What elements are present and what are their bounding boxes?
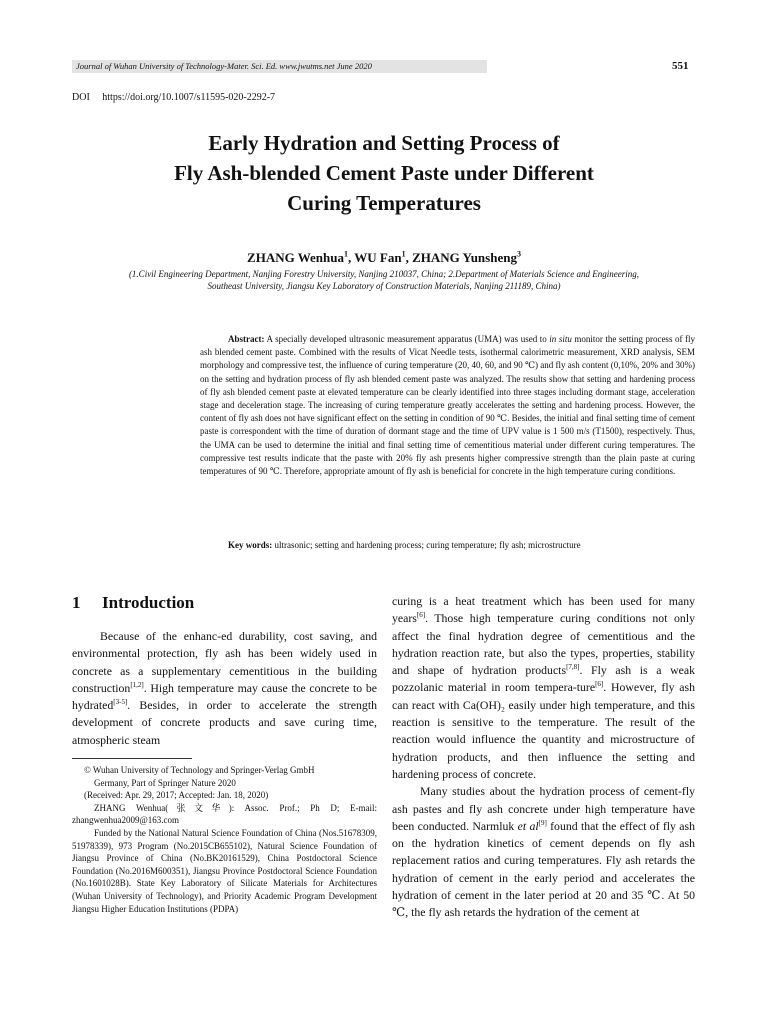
citation[interactable]: [1,2]: [130, 680, 144, 689]
citation[interactable]: [6]: [595, 680, 604, 689]
title-line-3: Curing Temperatures: [287, 191, 481, 215]
abstract-label: Abstract:: [228, 334, 265, 344]
footnotes: [72, 764, 377, 915]
keywords-label: Key words:: [228, 540, 273, 550]
abstract: [200, 333, 695, 478]
body-text: Because of the enhanc-ed durability, cost saving, and environmental protection, fly ash has been widely used in concrete as a supplementary cementitious in the building construction: [72, 629, 377, 695]
author-list: [60, 250, 708, 266]
keywords-value: ultrasonic; setting and hardening process; curing temperature; fly ash; microstructure: [272, 540, 581, 550]
paper-title: [60, 128, 708, 218]
body-text: Many studies about the hydration process of cement-fly ash pastes and fly ash concrete under high temperature have been conducted. Narmluk: [392, 784, 695, 833]
body-text: . Fly ash is a weak pozzolanic material in room tempera-ture: [392, 663, 696, 695]
citation[interactable]: [6]: [416, 611, 426, 620]
page-number: 551: [672, 60, 689, 72]
body-text: curing is a heat treatment which has been used for many years: [392, 594, 695, 626]
citation[interactable]: [9]: [538, 818, 547, 827]
funding-note: Funded by the National Natural Science Foundation of China (Nos.51678309, 51978339), 973 Program (No.2015CB655102), Natural Science Foundation of Jiangsu Province of China (No.BK20161529), China Postdoctoral Science Foundation (No.2016M600351), Jiangsu Province Postdoctoral Science Foundation (No.1601028B). State Key Laboratory of Silicate Materials for Architectures (Wuhan University of Technology), and Priority Academic Program Development Jiangsu Higher Education Institutions (PDPA): [72, 827, 377, 914]
body-italic: et al: [517, 818, 539, 833]
author-1: ZHANG Wenhua: [247, 250, 344, 265]
received-dates: (Received: Apr. 29, 2017; Accepted: Jan. 18, 2020): [84, 790, 269, 801]
author-note: ZHANG Wenhua(张文华): Assoc. Prof.; Ph D; E-mail: zhangwenhua2009@163.com: [72, 802, 377, 826]
author-1-affil: 1: [343, 249, 348, 259]
journal-header: Journal of Wuhan University of Technology-Mater. Sci. Ed. www.jwutms.net June 2020: [72, 60, 487, 73]
author-separator: ,: [347, 250, 355, 265]
paragraph: [392, 783, 695, 921]
author-2: WU Fan: [354, 250, 402, 265]
author-3-affil: 3: [516, 249, 521, 259]
title-line-2: Fly Ash-blended Cement Paste under Different: [174, 161, 594, 185]
affiliation-line-1: (1.Civil Engineering Department, Nanjing Forestry University, Nanjing 210037, China; 2.Department of Materials Science and Engineering,: [128, 269, 640, 279]
intro-right-column: [392, 593, 695, 922]
abstract-text: A specially developed ultrasonic measurement apparatus (UMA) was used to: [264, 334, 550, 344]
section-number: 1: [72, 593, 81, 612]
body-text: . High temperature may cause the concrete to be hydrated: [72, 680, 377, 713]
body-text: . Those high temperature curing conditions not only affect the final hydration degree of cementitious and the hydration reaction rate, but also the types, properties, stability and shape of hydration products: [392, 611, 695, 678]
author-separator: ,: [405, 250, 413, 265]
author-2-affil: 1: [401, 249, 406, 259]
copyright-line: © Wuhan University of Technology and Springer-Verlag GmbH: [84, 765, 315, 775]
keywords: [228, 540, 581, 550]
affiliations: [60, 268, 708, 292]
title-line-1: Early Hydration and Setting Process of: [208, 131, 560, 155]
intro-left-column: [72, 628, 377, 749]
paragraph: [392, 593, 695, 783]
author-3: ZHANG Yunsheng: [412, 250, 517, 265]
doi-label: DOI: [72, 92, 90, 103]
body-text: . However, fly ash can react with Ca(OH)₂ easily under high temperature, and this reaction is sensitive to the temperature. The result of the reaction would influence the quantity and microstructure of hydration products, and then influence the setting and hardening process of concrete.: [392, 680, 695, 781]
doi-link[interactable]: https://doi.org/10.1007/s11595-020-2292-7: [102, 92, 276, 103]
doi-line: [72, 92, 275, 103]
citation[interactable]: [3-5]: [113, 698, 128, 707]
body-text: found that the effect of fly ash on the hydration kinetics of cement depends on fly ash replacement ratios and curing temperatures. Fly ash retards the hydration of cement in the early period and accelerates the hydration of cement in the later period at 20 and 35 ℃. At 50 ℃, the fly ash retards the hydration of the cement at: [392, 818, 695, 920]
abstract-text: monitor the setting process of fly ash blended cement paste. Combined with the results of Vicat Needle tests, isothermal calorimetric measurement, XRD analysis, SEM morphology and compressive test, the influence of curing temperature (20, 40, 60, and 90 ℃) and fly ash content (0,10%, 20% and 30%) on the setting and hydration process of fly ash blended cement paste was analyzed. The results show that setting and hardening process of fly ash blended cement paste at elevated temperature can be clearly identified into three stages including dormant stage, acceleration stage and deceleration stage. The increasing of curing temperature greatly accelerates the setting and hardening process. However, the content of fly ash does not have significant effect on the setting in condition of 90 ℃. Besides, the initial and final setting time of cement paste is correspondent with the time of duration of dormant stage and the time of UPV value is 1 500 m/s (T1500), respectively. Thus, the UMA can be used to determine the initial and final setting time of cementitious material under different curing temperatures. The compressive test results indicate that the paste with 20% fly ash presents higher compressive strength than the plain paste at curing temperatures of 90 ℃. Therefore, appropriate amount of fly ash is beneficial for concrete in the high temperature curing conditions.: [200, 334, 695, 477]
affiliation-line-2: Southeast University, Jiangsu Key Laboratory of Construction Materials, Nanjing 211189, China): [207, 281, 561, 291]
paragraph: [72, 628, 377, 749]
footnote-divider: [72, 758, 192, 759]
body-text: . Besides, in order to accelerate the strength development of concrete products and save curing time, atmospheric steam: [72, 698, 377, 747]
abstract-italic: in situ: [549, 334, 572, 344]
citation[interactable]: [7,8]: [566, 663, 580, 672]
copyright-line: Germany, Part of Springer Nature 2020: [94, 777, 236, 788]
section-title: Introduction: [102, 593, 195, 612]
section-heading: [72, 593, 194, 613]
